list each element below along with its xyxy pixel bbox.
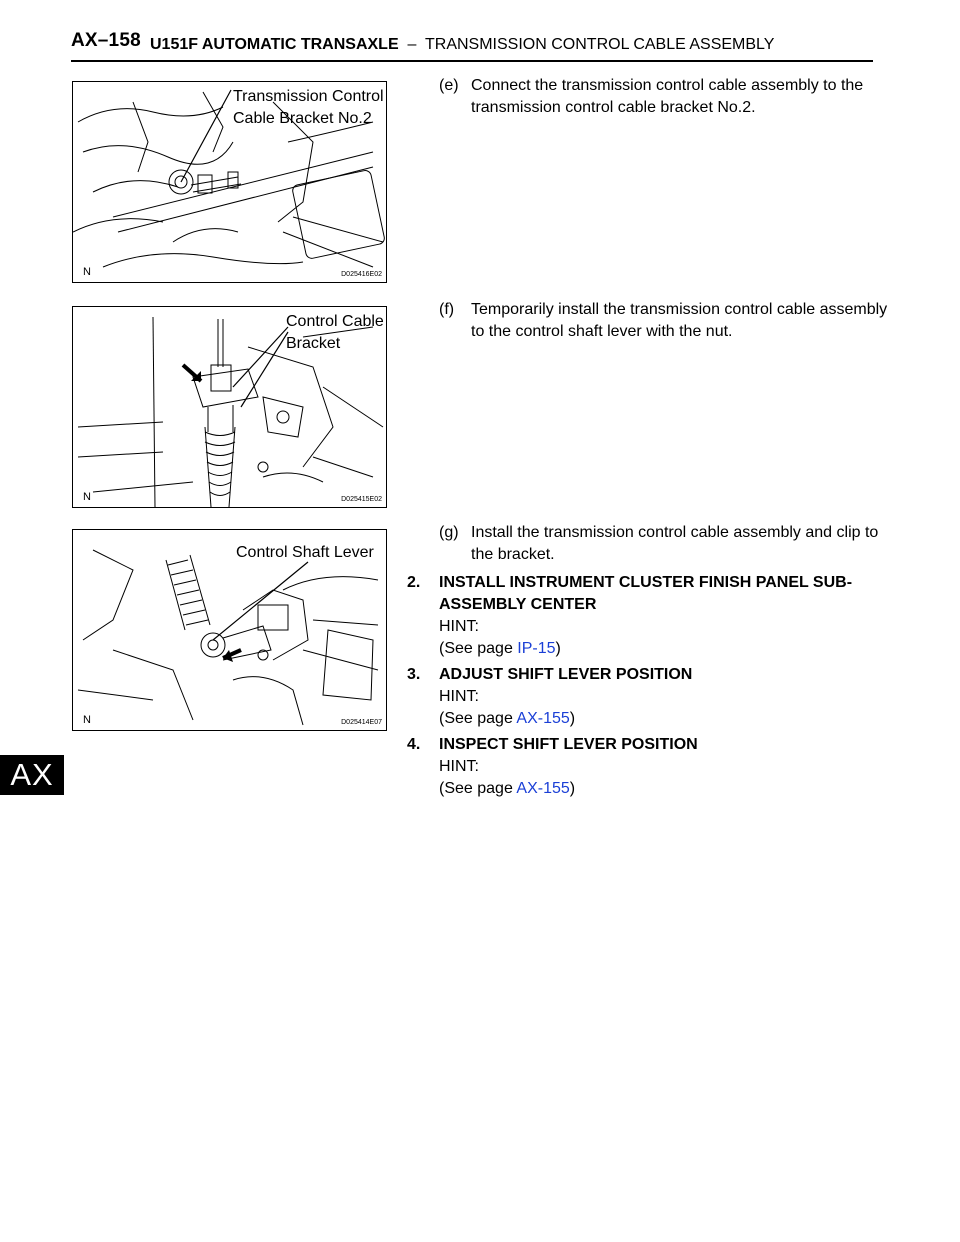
see-page-ref: [439, 778, 575, 800]
see-suffix: ): [569, 710, 576, 727]
see-prefix: (See page: [439, 710, 517, 727]
figure-label: [236, 542, 374, 564]
item-heading: INSTALL INSTRUMENT CLUSTER FINISH PANEL SUB-ASSEMBLY CENTER: [439, 574, 853, 613]
page-link-ip-15[interactable]: IP-15: [517, 640, 556, 657]
step-marker: (f): [439, 301, 455, 318]
section-tab: AX: [0, 755, 64, 795]
see-page-ref: [439, 638, 561, 660]
figure-label: [286, 311, 384, 355]
page-code: AX–158: [71, 30, 141, 51]
figure-cable-bracket-no2: [72, 81, 387, 283]
figure-n-mark: N: [83, 714, 91, 726]
figure-code: D025415E02: [341, 496, 382, 503]
item-heading: ADJUST SHIFT LEVER POSITION: [439, 666, 693, 683]
step-text: Install the transmission control cable assembly and clip to the bracket.: [471, 524, 879, 563]
see-suffix: ): [569, 780, 576, 797]
hint-label: HINT:: [439, 758, 479, 775]
item-number: 3.: [407, 666, 421, 683]
label-line: Control Shaft Lever: [236, 544, 374, 561]
step-marker: (e): [439, 77, 459, 94]
see-prefix: (See page: [439, 780, 517, 797]
label-line: Bracket: [286, 335, 341, 352]
label-line: Cable Bracket No.2: [233, 110, 372, 127]
page-link-ax-155[interactable]: AX-155: [516, 710, 570, 727]
hint-label: HINT:: [439, 688, 479, 705]
label-line: Control Cable: [286, 313, 384, 330]
title-subsection: – TRANSMISSION CONTROL CABLE ASSEMBLY: [398, 36, 775, 53]
figure-control-cable-bracket: [72, 306, 387, 508]
page-link-ax-155[interactable]: AX-155: [516, 780, 570, 797]
header-divider: [71, 60, 873, 62]
hint-label: HINT:: [439, 618, 479, 635]
see-suffix: ): [555, 640, 561, 657]
figure-label: [233, 86, 384, 130]
step-marker: (g): [439, 524, 459, 541]
item-number: 2.: [407, 574, 421, 591]
figure-n-mark: N: [83, 266, 91, 278]
item-heading: INSPECT SHIFT LEVER POSITION: [439, 736, 698, 753]
label-line: Transmission Control: [233, 88, 384, 105]
figure-control-shaft-lever: [72, 529, 387, 731]
page-title: [150, 36, 774, 54]
see-page-ref: [439, 708, 575, 730]
item-number: 4.: [407, 736, 421, 753]
figure-code: D025414E07: [341, 719, 382, 726]
step-text: Connect the transmission control cable assembly to the transmission control cable bracket No.2.: [471, 77, 864, 116]
title-section: U151F AUTOMATIC TRANSAXLE: [150, 36, 399, 53]
figure-n-mark: N: [83, 491, 91, 503]
figure-code: D025416E02: [341, 271, 382, 278]
step-text: Temporarily install the transmission control cable assembly to the control shaft lever with the nut.: [471, 301, 888, 340]
see-prefix: (See page: [439, 640, 518, 657]
